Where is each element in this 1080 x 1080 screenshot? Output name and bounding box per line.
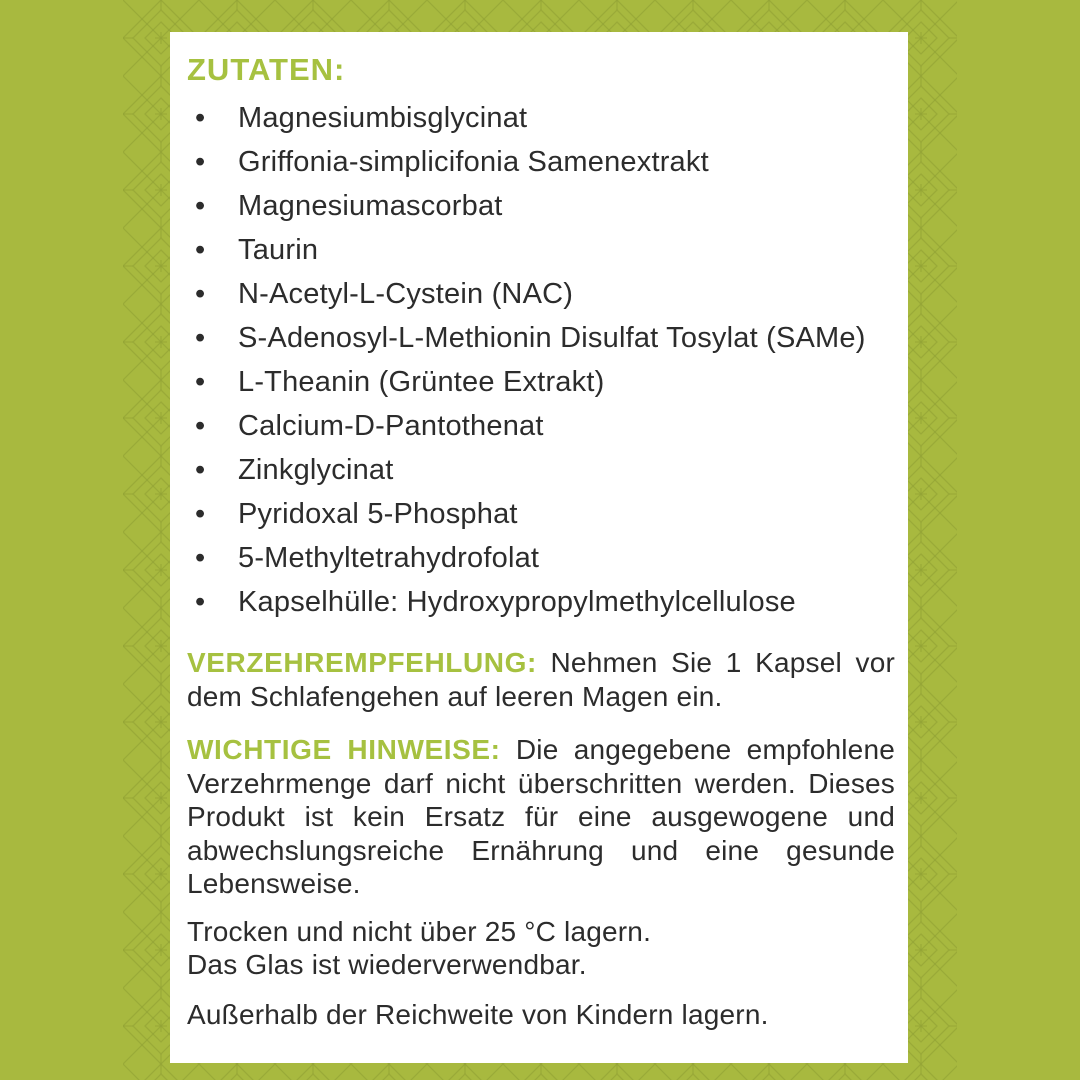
ingredient-list-item xyxy=(187,228,895,272)
storage-line-2: Das Glas ist wiederverwendbar. xyxy=(187,949,587,980)
storage-line-1: Trocken und nicht über 25 °C lagern. xyxy=(187,915,652,947)
ingredient-name: Magnesiumascorbat xyxy=(238,190,503,222)
ingredient-name: Griffonia-simplicifonia Samenextrakt xyxy=(238,146,709,178)
ingredient-list-item xyxy=(187,536,895,580)
notes-paragraph xyxy=(187,733,895,901)
bullet-icon: • xyxy=(195,146,206,178)
ingredient-list-item xyxy=(187,140,895,184)
bullet-icon: • xyxy=(195,278,206,310)
label-card xyxy=(170,32,908,1063)
ingredient-list-item xyxy=(187,316,895,360)
bullet-icon: • xyxy=(195,542,206,574)
ingredient-name: Kapselhülle: Hydroxypropylmethylcellulose xyxy=(238,586,796,618)
ingredients-list xyxy=(187,96,895,624)
dosage-heading: VERZEHREMPFEHLUNG: xyxy=(187,647,537,678)
ingredient-name: N-Acetyl-L-Cystein (NAC) xyxy=(238,278,574,310)
ingredient-list-item xyxy=(187,360,895,404)
ingredient-list-item xyxy=(187,272,895,316)
ingredient-name: Pyridoxal 5-Phosphat xyxy=(238,498,518,530)
ingredient-name: S-Adenosyl-L-Methionin Disulfat Tosylat (SAMe) xyxy=(238,322,866,354)
notes-text: Die angegebene empfohlene Verzehrmenge darf nicht überschritten werden. Dieses Produkt ist kein Ersatz für eine ausgewogene und abwechslungsreiche Ernährung und eine gesunde Lebensweise. xyxy=(187,734,895,899)
ingredient-list-item xyxy=(187,448,895,492)
ingredient-name: Zinkglycinat xyxy=(238,454,394,486)
bullet-icon: • xyxy=(195,366,206,398)
bullet-icon: • xyxy=(195,102,206,134)
dosage-text: Nehmen Sie 1 Kapsel vor dem Schlafengehen auf leeren Magen ein. xyxy=(187,647,895,712)
bullet-icon: • xyxy=(195,322,206,354)
ingredient-name: Taurin xyxy=(238,234,319,266)
ingredient-list-item xyxy=(187,404,895,448)
bullet-icon: • xyxy=(195,454,206,486)
ingredient-name: L-Theanin (Grüntee Extrakt) xyxy=(238,366,605,398)
ingredient-list-item xyxy=(187,580,895,624)
notes-heading: WICHTIGE HINWEISE: xyxy=(187,734,501,765)
ingredient-name: Magnesiumbisglycinat xyxy=(238,102,528,134)
ingredient-name: Calcium-D-Pantothenat xyxy=(238,410,544,442)
bullet-icon: • xyxy=(195,234,206,266)
dosage-paragraph xyxy=(187,646,895,713)
ingredient-list-item xyxy=(187,96,895,140)
bullet-icon: • xyxy=(195,190,206,222)
ingredient-list-item xyxy=(187,492,895,536)
ingredient-name: 5-Methyltetrahydrofolat xyxy=(238,542,540,574)
bullet-icon: • xyxy=(195,586,206,618)
safety-line: Außerhalb der Reichweite von Kindern lagern. xyxy=(187,998,769,1030)
bullet-icon: • xyxy=(195,410,206,442)
bullet-icon: • xyxy=(195,498,206,530)
ingredient-list-item xyxy=(187,184,895,228)
ingredients-heading: ZUTATEN: xyxy=(187,52,346,87)
